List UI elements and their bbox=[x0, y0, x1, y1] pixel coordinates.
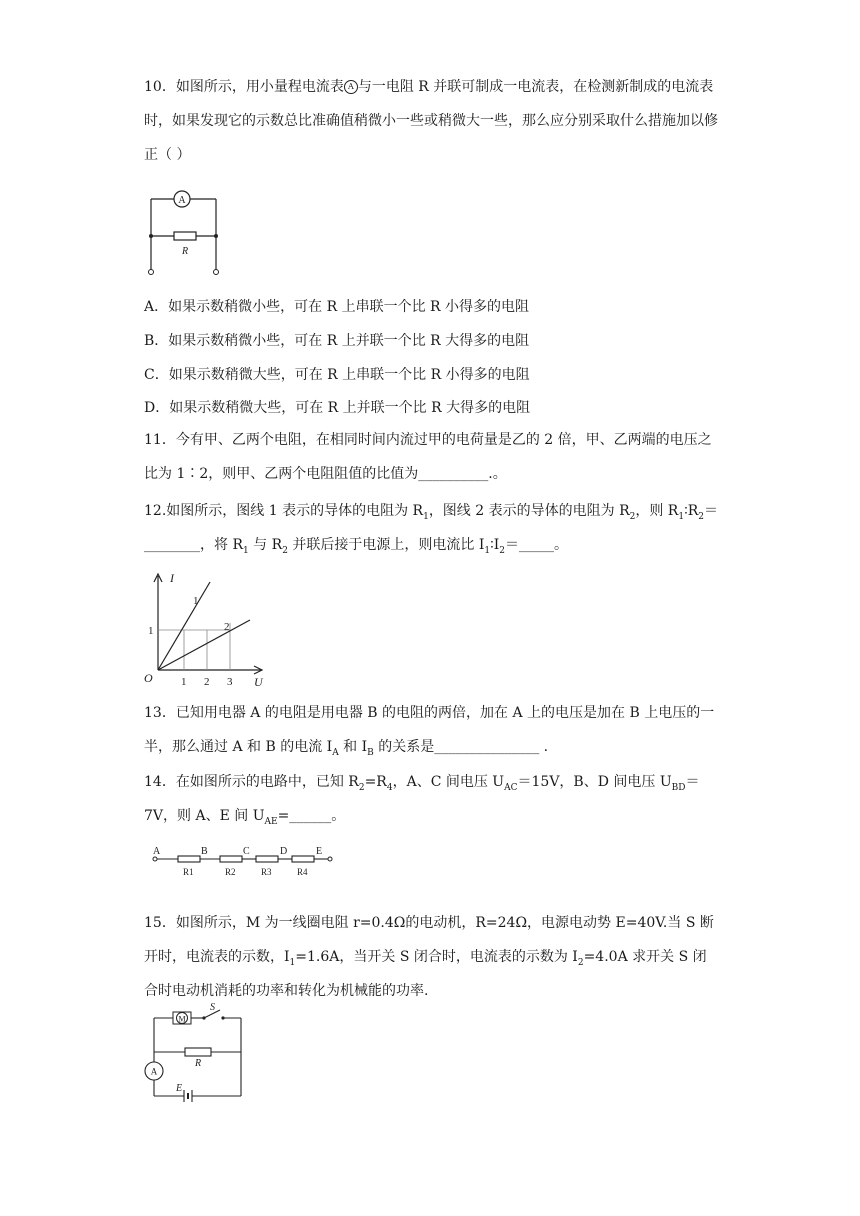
node-label: B bbox=[201, 846, 208, 857]
node-label: D bbox=[280, 846, 288, 857]
question-text: 如图所示，用小量程电流表 bbox=[175, 79, 344, 95]
resistor-r3 bbox=[256, 856, 278, 862]
node-label: E bbox=[316, 846, 323, 857]
x-tick-label: 3 bbox=[227, 676, 233, 688]
terminal bbox=[149, 270, 154, 275]
question-number: 13． bbox=[144, 705, 176, 721]
ammeter-label: A bbox=[178, 195, 186, 206]
question-text: 今有甲、乙两个电阻，在相同时间内流过甲的电荷量是乙的 2 倍，甲、乙两端的电压之比为 1∶2，则甲、乙两个电阻阻值的比值为__________.。 bbox=[144, 432, 712, 482]
resistor-r1 bbox=[178, 856, 200, 862]
question-number: 12. bbox=[144, 503, 167, 519]
question-number: 15． bbox=[144, 915, 176, 931]
ammeter-shunt-circuit-diagram bbox=[140, 186, 230, 278]
resistor-label: R2 bbox=[225, 867, 236, 877]
line-1-label: 1 bbox=[193, 595, 199, 607]
guide-lines bbox=[158, 623, 230, 670]
question-text: 与一电阻 R 并联可制成一电流表，在检测新制成的电流表时，如果发现它的示数总比准确值稍微小一些或稍微大一些，那么应分别采取什么措施加以修正（ ） bbox=[144, 79, 718, 163]
resistor-label: R bbox=[195, 1058, 202, 1069]
question-11 bbox=[144, 423, 719, 491]
resistor-r4 bbox=[292, 856, 314, 862]
ammeter-inline-icon: A bbox=[344, 80, 358, 94]
resistor-r bbox=[174, 232, 196, 240]
graph-line-2 bbox=[158, 620, 250, 670]
junction-dot bbox=[149, 234, 153, 238]
source-label: E bbox=[176, 1083, 183, 1094]
line-2-label: 2 bbox=[224, 621, 230, 633]
terminal-a bbox=[153, 857, 157, 861]
terminal bbox=[214, 270, 219, 275]
resistor-r2 bbox=[220, 856, 242, 862]
terminal-e bbox=[328, 857, 332, 861]
x-tick-label: 2 bbox=[204, 676, 210, 688]
y-tick-label: 1 bbox=[148, 625, 154, 637]
option-c: C．如果示数稍微大些，可在 R 上串联一个比 R 小得多的电阻 bbox=[144, 367, 530, 383]
motor-circuit-diagram bbox=[140, 1004, 250, 1104]
resistor-label: R bbox=[181, 246, 189, 257]
resistor-label: R4 bbox=[297, 867, 308, 877]
origin-label: O bbox=[144, 671, 153, 685]
node-label: A bbox=[153, 846, 161, 857]
resistor-label: R1 bbox=[183, 867, 194, 877]
question-number: 10． bbox=[144, 79, 176, 95]
switch-label: S bbox=[210, 1002, 215, 1013]
question-12: 12.如图所示，图线 1 表示的导体的电阻为 $R_1$，图线 2 表示的导体的电阻为 $R_2$，则 $R_1∶R_2=\_\_\_\_\_\_\_\_$，将 $R_1$ 与 $R_2$ 并联后接于电源上，则电流比 $I_1∶I_2=\_\_\_\_\_$。 bbox=[144, 503, 719, 556]
motor-label: M bbox=[178, 1014, 186, 1024]
node-label: C bbox=[243, 846, 250, 857]
x-tick-label: 1 bbox=[181, 676, 187, 688]
question-number: 11． bbox=[144, 432, 176, 448]
option-a: A．如果示数稍微小些，可在 R 上串联一个比 R 小得多的电阻 bbox=[144, 299, 530, 315]
junction-dot bbox=[214, 234, 218, 238]
iu-graph bbox=[140, 568, 270, 690]
question-13: 13．已知用电器 A 的电阻是用电器 B 的电阻的两倍，加在 A 上的电压是加在 B 上电压的一半，那么通过 A 和 B 的电流 $I_A$ 和 $I_B$ 的关系是_______________ . bbox=[144, 705, 715, 758]
series-resistor-diagram bbox=[150, 844, 340, 880]
question-15: 15．如图所示，M 为一线圈电阻 r=0.4Ω的电动机，R=24Ω，电源电动势 E=40V.当 S 断开时，电流表的示数，$I_1=1.6A$，当开关 S 闭合时，电流表的示数为 $I_2=4.0A$ 求开关 S 闭合时电动机消耗的功率和转化为机械能的功率. bbox=[144, 915, 714, 999]
option-b: B．如果示数稍微小些，可在 R 上并联一个比 R 大得多的电阻 bbox=[144, 333, 530, 349]
resistor-label: R3 bbox=[261, 867, 272, 877]
question-10 bbox=[144, 70, 719, 172]
x-axis-label: U bbox=[254, 675, 263, 689]
y-axis-label: I bbox=[170, 571, 174, 585]
question-number: 14． bbox=[144, 774, 176, 790]
switch-contact bbox=[221, 1016, 224, 1019]
ammeter-label: A bbox=[150, 1066, 158, 1077]
resistor-r bbox=[185, 1048, 211, 1056]
option-d: D．如果示数稍微大些，可在 R 上并联一个比 R 大得多的电阻 bbox=[144, 400, 531, 416]
question-14: 14．在如图所示的电路中，已知 $R_2=R_4$，A、C 间电压 $U_{AC}=15V$，B、D 间电压 $U_{BD}=7V$，则 A、E 间 $U_{AE}=\_\_\_\_\_\_$。 bbox=[144, 774, 700, 827]
